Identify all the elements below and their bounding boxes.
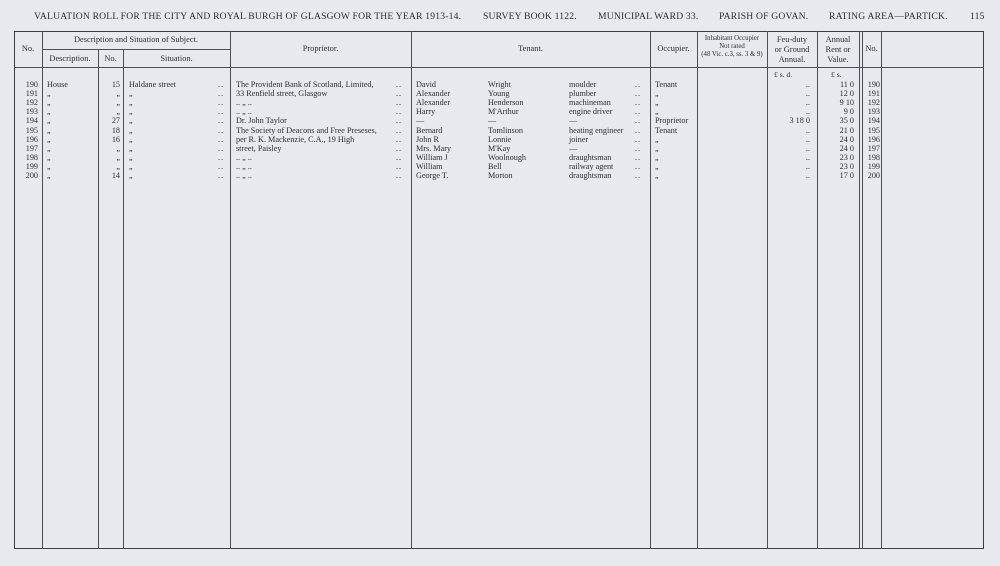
cell-situation: Haldane street	[129, 80, 177, 89]
cell-annual-rent: 12 0	[839, 89, 854, 99]
cell-entry-no: 196	[25, 134, 38, 144]
cell-description: „	[47, 107, 51, 117]
cell-occupier: Tenant	[655, 80, 678, 89]
cell-tenant-occupation: heating engineer	[569, 125, 624, 135]
tenant-leader: ..	[635, 125, 642, 135]
proprietor-leader: ..	[396, 152, 403, 162]
cell-tenant-occupation: —	[569, 143, 578, 153]
cell-situation: „	[129, 134, 133, 144]
cell-entry-no-right: 194	[867, 116, 880, 126]
cell-proprietor: The Society of Deacons and Free Preseses,	[236, 125, 377, 135]
cell-tenant-surname: —	[488, 116, 497, 126]
rule	[650, 31, 651, 549]
cell-feu-duty: ..	[805, 125, 810, 135]
cell-annual-rent: 9 10	[839, 98, 854, 108]
cell-annual-rent: 24 0	[839, 134, 854, 144]
col-inhabitant-line3: (48 Vic. c.3, ss. 3 & 9)	[701, 51, 763, 58]
feu-units-label: £ s. d.	[774, 70, 793, 79]
col-no-right-heading: No.	[865, 44, 878, 53]
proprietor-leader: ..	[396, 161, 403, 171]
cell-tenant-surname: M'Kay	[488, 143, 511, 153]
cell-entry-no: 191	[25, 89, 38, 99]
cell-situation: „	[129, 152, 133, 162]
cell-situation: „	[129, 107, 133, 117]
cell-tenant-surname: Morton	[488, 171, 513, 180]
header-page-number: 115	[970, 11, 985, 22]
proprietor-leader: ..	[396, 107, 403, 117]
cell-description: „	[47, 125, 51, 135]
cell-feu-duty: ..	[805, 98, 810, 108]
col-feu-line1: Feu-duty	[776, 35, 808, 44]
cell-entry-no: 197	[25, 143, 38, 153]
cell-occupier: „	[655, 152, 659, 162]
cell-entry-no: 193	[25, 107, 38, 117]
col-rent-line1: Annual	[825, 35, 851, 44]
cell-tenant-occupation: machineman	[569, 98, 611, 108]
cell-situation: „	[129, 161, 133, 171]
cell-annual-rent: 23 0	[839, 152, 854, 162]
situation-leader: ..	[218, 80, 225, 89]
situation-leader: ..	[218, 134, 225, 144]
cell-entry-no-right: 199	[867, 161, 880, 171]
cell-description: „	[47, 143, 51, 153]
col-annual-rent-heading	[817, 35, 859, 65]
cell-tenant-surname: Lonnie	[488, 134, 512, 144]
col-feu-line3: Annual.	[778, 55, 806, 64]
cell-proprietor: street, Paisley	[236, 143, 282, 153]
cell-feu-duty: ..	[805, 107, 810, 117]
col-no-heading: No.	[21, 44, 35, 53]
cell-entry-no: 198	[25, 152, 38, 162]
situation-leader: ..	[218, 107, 225, 117]
tenant-leader: ..	[635, 98, 642, 108]
rule	[42, 49, 230, 50]
cell-entry-no-right: 197	[867, 143, 880, 153]
cell-tenant-occupation: draughtsman	[569, 171, 612, 180]
col-tenant-heading: Tenant.	[518, 44, 543, 53]
rule	[14, 67, 984, 68]
cell-description: „	[47, 116, 51, 126]
cell-proprietor: The Provident Bank of Scotland, Limited,	[236, 80, 374, 89]
rent-units-label: £ s.	[831, 70, 842, 79]
cell-entry-no: 199	[25, 161, 38, 171]
col-proprietor-heading: Proprietor.	[302, 44, 339, 53]
cell-tenant-occupation: engine driver	[569, 107, 613, 117]
cell-annual-rent: 21 0	[839, 125, 854, 135]
cell-entry-no: 195	[25, 125, 38, 135]
col-description-heading: Description.	[49, 54, 91, 63]
cell-feu-duty: ..	[805, 152, 810, 162]
cell-description: „	[47, 89, 51, 99]
proprietor-leader: ..	[396, 171, 403, 180]
rule	[123, 67, 124, 549]
tenant-leader: ..	[635, 152, 642, 162]
cell-feu-duty: ..	[805, 143, 810, 153]
cell-proprietor: .. „ ..	[236, 107, 252, 117]
cell-tenant-surname: M'Arthur	[488, 107, 519, 117]
cell-tenant-surname: Woolnough	[488, 152, 527, 162]
proprietor-leader: ..	[396, 143, 403, 153]
col-house-no-heading: No.	[104, 54, 117, 63]
cell-situation: „	[129, 116, 133, 126]
cell-occupier: „	[655, 171, 659, 180]
cell-proprietor: .. „ ..	[236, 98, 252, 108]
tenant-leader: ..	[635, 161, 642, 171]
cell-description: „	[47, 98, 51, 108]
col-rent-line2: Rent or	[825, 45, 851, 54]
cell-description: „	[47, 152, 51, 162]
col-inhabitant-line2: Not rated	[719, 43, 745, 50]
tenant-leader: ..	[635, 171, 642, 180]
col-rent-line3: Value.	[827, 55, 849, 64]
cell-annual-rent: 35 0	[839, 116, 854, 126]
cell-entry-no-right: 196	[867, 134, 880, 144]
cell-feu-duty: ..	[805, 171, 810, 180]
cell-description: „	[47, 161, 51, 171]
cell-tenant-first-name: George T.	[416, 171, 449, 180]
page-header	[0, 11, 1000, 25]
situation-leader: ..	[218, 171, 225, 180]
cell-tenant-occupation: moulder	[569, 80, 597, 89]
cell-situation: „	[129, 171, 133, 180]
cell-entry-no-right: 191	[867, 89, 880, 99]
cell-house-number: „	[116, 98, 120, 108]
cell-occupier: Proprietor	[655, 116, 689, 126]
cell-entry-no-right: 190	[867, 80, 880, 89]
cell-entry-no: 194	[25, 116, 38, 126]
cell-feu-duty: ..	[805, 134, 810, 144]
header-ward: MUNICIPAL WARD 33.	[598, 11, 699, 22]
proprietor-leader: ..	[396, 98, 403, 108]
cell-tenant-occupation: draughtsman	[569, 152, 612, 162]
rule	[230, 31, 231, 549]
cell-tenant-surname: Bell	[488, 161, 502, 171]
cell-situation: „	[129, 89, 133, 99]
cell-house-number: 16	[111, 134, 120, 144]
cell-house-number: „	[116, 107, 120, 117]
cell-tenant-surname: Tomlinson	[488, 125, 523, 135]
rule	[98, 67, 99, 549]
cell-tenant-surname: Henderson	[488, 98, 524, 108]
cell-description: „	[47, 134, 51, 144]
header-parish: PARISH OF GOVAN.	[719, 11, 809, 22]
col-inhabitant-line1: Inhabitant Occupier	[704, 35, 760, 42]
rule	[411, 31, 412, 549]
rule	[881, 31, 882, 549]
cell-entry-no: 192	[25, 98, 38, 108]
header-survey-book: SURVEY BOOK 1122.	[483, 11, 577, 22]
situation-leader: ..	[218, 152, 225, 162]
cell-annual-rent: 23 0	[839, 161, 854, 171]
cell-proprietor: Dr. John Taylor	[236, 116, 287, 126]
cell-description: House	[47, 80, 68, 89]
cell-annual-rent: 11 0	[839, 80, 854, 89]
cell-tenant-occupation: joiner	[569, 134, 589, 144]
cell-tenant-first-name: William	[416, 161, 443, 171]
cell-house-number: 15	[111, 80, 120, 89]
cell-annual-rent: 17 0	[839, 171, 854, 180]
cell-house-number: 18	[111, 125, 120, 135]
proprietor-leader: ..	[396, 125, 403, 135]
proprietor-leader: ..	[396, 80, 403, 89]
cell-tenant-occupation: railway agent	[569, 161, 614, 171]
cell-tenant-surname: Wright	[488, 80, 511, 89]
tenant-leader: ..	[635, 89, 642, 99]
situation-leader: ..	[218, 125, 225, 135]
proprietor-leader: ..	[396, 89, 403, 99]
cell-entry-no: 200	[25, 171, 38, 180]
cell-house-number: 14	[111, 171, 120, 180]
col-occupier-heading: Occupier.	[657, 44, 690, 53]
cell-entry-no-right: 200	[867, 171, 880, 180]
tenant-leader: ..	[635, 134, 642, 144]
rule	[859, 31, 860, 549]
cell-tenant-first-name: Harry	[416, 107, 436, 117]
cell-tenant-occupation: —	[569, 116, 578, 126]
rule	[42, 31, 43, 549]
cell-entry-no: 190	[25, 80, 38, 89]
cell-proprietor: per R. K. Mackenzie, C.A., 19 High	[236, 134, 355, 144]
tenant-leader: ..	[635, 116, 642, 126]
cell-entry-no-right: 195	[867, 125, 880, 135]
col-inhabitant-occupier-heading	[697, 35, 767, 59]
situation-leader: ..	[218, 143, 225, 153]
cell-tenant-first-name: John R	[416, 134, 439, 144]
cell-tenant-first-name: William J	[416, 152, 448, 162]
col-feu-duty-heading	[767, 35, 817, 65]
rule	[697, 31, 698, 549]
cell-house-number: „	[116, 161, 120, 171]
situation-leader: ..	[218, 116, 225, 126]
cell-proprietor: .. „ ..	[236, 161, 252, 171]
tenant-leader: ..	[635, 107, 642, 117]
cell-annual-rent: 9 0	[843, 107, 854, 117]
situation-leader: ..	[218, 98, 225, 108]
proprietor-leader: ..	[396, 116, 403, 126]
col-description-situation-heading: Description and Situation of Subject.	[74, 35, 198, 44]
cell-tenant-occupation: plumber	[569, 89, 597, 99]
cell-tenant-first-name: Bernard	[416, 125, 443, 135]
cell-feu-duty: ..	[805, 89, 810, 99]
tenant-leader: ..	[635, 143, 642, 153]
situation-leader: ..	[218, 89, 225, 99]
cell-entry-no-right: 192	[867, 98, 880, 108]
cell-tenant-surname: Young	[488, 89, 510, 99]
cell-tenant-first-name: David	[416, 80, 437, 89]
situation-leader: ..	[218, 161, 225, 171]
cell-feu-duty: ..	[805, 161, 810, 171]
cell-occupier: „	[655, 107, 659, 117]
col-situation-heading: Situation.	[160, 54, 193, 63]
cell-house-number: 27	[111, 116, 120, 126]
cell-proprietor: .. „ ..	[236, 171, 252, 180]
cell-proprietor: 33 Renfield street, Glasgow	[236, 89, 328, 99]
cell-occupier: „	[655, 143, 659, 153]
cell-occupier: „	[655, 134, 659, 144]
cell-tenant-first-name: —	[416, 116, 425, 126]
cell-entry-no-right: 193	[867, 107, 880, 117]
col-feu-line2: or Ground	[774, 45, 810, 54]
cell-occupier: „	[655, 98, 659, 108]
cell-proprietor: .. „ ..	[236, 152, 252, 162]
cell-occupier: „	[655, 89, 659, 99]
cell-house-number: „	[116, 143, 120, 153]
cell-entry-no-right: 198	[867, 152, 880, 162]
cell-situation: „	[129, 125, 133, 135]
cell-situation: „	[129, 143, 133, 153]
proprietor-leader: ..	[396, 134, 403, 144]
cell-description: „	[47, 171, 51, 180]
cell-house-number: „	[116, 152, 120, 162]
cell-feu-duty: 3 18 0	[789, 116, 810, 126]
header-rating-area: RATING AREA—PARTICK.	[829, 11, 948, 22]
cell-annual-rent: 24 0	[839, 143, 854, 153]
cell-occupier: „	[655, 161, 659, 171]
cell-house-number: „	[116, 89, 120, 99]
cell-situation: „	[129, 98, 133, 108]
header-title: VALUATION ROLL FOR THE CITY AND ROYAL BURGH OF GLASGOW FOR THE YEAR 1913-14.	[34, 11, 462, 22]
cell-occupier: Tenant	[655, 125, 678, 135]
cell-tenant-first-name: Mrs. Mary	[416, 143, 452, 153]
tenant-leader: ..	[635, 80, 642, 89]
cell-tenant-first-name: Alexander	[416, 98, 451, 108]
cell-feu-duty: ..	[805, 80, 810, 89]
cell-tenant-first-name: Alexander	[416, 89, 451, 99]
